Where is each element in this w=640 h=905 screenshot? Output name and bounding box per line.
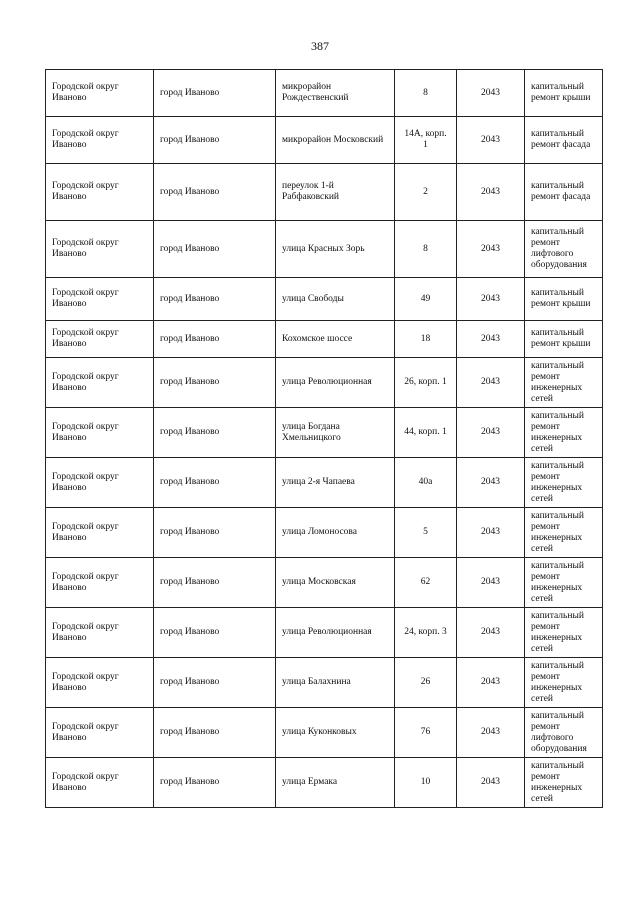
cell-house: 24, корп. 3 <box>395 608 457 658</box>
cell-year: 2043 <box>457 358 525 408</box>
table-row <box>46 608 603 658</box>
table-row <box>46 221 603 278</box>
cell-house: 8 <box>395 221 457 278</box>
table-row <box>46 708 603 758</box>
cell-street: переулок 1-й Рабфаковский <box>276 164 395 221</box>
cell-house: 44, корп. 1 <box>395 408 457 458</box>
cell-work: капитальный ремонт крыши <box>525 278 603 321</box>
cell-street: улица Куконковых <box>276 708 395 758</box>
cell-city: город Иваново <box>154 70 276 117</box>
table-row <box>46 70 603 117</box>
table-row <box>46 658 603 708</box>
cell-year: 2043 <box>457 117 525 164</box>
cell-work: капитальный ремонт фасада <box>525 164 603 221</box>
cell-house: 40а <box>395 458 457 508</box>
page-number: 387 <box>311 39 329 53</box>
cell-house: 8 <box>395 70 457 117</box>
cell-house: 76 <box>395 708 457 758</box>
cell-city: город Иваново <box>154 408 276 458</box>
cell-year: 2043 <box>457 221 525 278</box>
cell-house: 5 <box>395 508 457 558</box>
cell-street: улица Революционная <box>276 358 395 408</box>
cell-street: микрорайон Рождественский <box>276 70 395 117</box>
cell-street: улица Свободы <box>276 278 395 321</box>
cell-okrug: Городской округ Иваново <box>46 558 154 608</box>
cell-okrug: Городской округ Иваново <box>46 758 154 808</box>
cell-city: город Иваново <box>154 708 276 758</box>
cell-work: капитальный ремонт лифтового оборудования <box>525 708 603 758</box>
cell-city: город Иваново <box>154 358 276 408</box>
table-row <box>46 508 603 558</box>
cell-city: город Иваново <box>154 164 276 221</box>
cell-city: город Иваново <box>154 508 276 558</box>
table-row <box>46 408 603 458</box>
cell-city: город Иваново <box>154 117 276 164</box>
cell-city: город Иваново <box>154 758 276 808</box>
cell-street: микрорайон Московский <box>276 117 395 164</box>
cell-city: город Иваново <box>154 558 276 608</box>
cell-street: улица Ломоносова <box>276 508 395 558</box>
cell-year: 2043 <box>457 164 525 221</box>
cell-work: капитальный ремонт инженерных сетей <box>525 458 603 508</box>
table-row <box>46 117 603 164</box>
table-row <box>46 164 603 221</box>
cell-okrug: Городской округ Иваново <box>46 508 154 558</box>
cell-city: город Иваново <box>154 658 276 708</box>
cell-year: 2043 <box>457 278 525 321</box>
cell-okrug: Городской округ Иваново <box>46 408 154 458</box>
cell-okrug: Городской округ Иваново <box>46 458 154 508</box>
cell-year: 2043 <box>457 458 525 508</box>
cell-house: 2 <box>395 164 457 221</box>
cell-year: 2043 <box>457 70 525 117</box>
table-body <box>46 70 603 808</box>
cell-work: капитальный ремонт лифтового оборудования <box>525 221 603 278</box>
cell-okrug: Городской округ Иваново <box>46 321 154 358</box>
cell-city: город Иваново <box>154 458 276 508</box>
table-row <box>46 278 603 321</box>
cell-okrug: Городской округ Иваново <box>46 164 154 221</box>
table-row <box>46 758 603 808</box>
cell-okrug: Городской округ Иваново <box>46 708 154 758</box>
cell-year: 2043 <box>457 758 525 808</box>
table-row <box>46 358 603 408</box>
cell-okrug: Городской округ Иваново <box>46 608 154 658</box>
cell-work: капитальный ремонт инженерных сетей <box>525 408 603 458</box>
cell-house: 62 <box>395 558 457 608</box>
cell-work: капитальный ремонт инженерных сетей <box>525 658 603 708</box>
cell-year: 2043 <box>457 658 525 708</box>
cell-street: улица 2-я Чапаева <box>276 458 395 508</box>
cell-street: улица Красных Зорь <box>276 221 395 278</box>
cell-year: 2043 <box>457 558 525 608</box>
cell-city: город Иваново <box>154 321 276 358</box>
table-row <box>46 321 603 358</box>
cell-street: улица Революционная <box>276 608 395 658</box>
cell-house: 14А, корп. 1 <box>395 117 457 164</box>
cell-okrug: Городской округ Иваново <box>46 658 154 708</box>
cell-year: 2043 <box>457 408 525 458</box>
cell-street: улица Богдана Хмельницкого <box>276 408 395 458</box>
cell-house: 18 <box>395 321 457 358</box>
cell-work: капитальный ремонт инженерных сетей <box>525 758 603 808</box>
cell-house: 26, корп. 1 <box>395 358 457 408</box>
cell-street: улица Балахнина <box>276 658 395 708</box>
cell-year: 2043 <box>457 608 525 658</box>
repair-schedule-table <box>45 69 603 808</box>
cell-year: 2043 <box>457 708 525 758</box>
cell-house: 10 <box>395 758 457 808</box>
cell-city: город Иваново <box>154 221 276 278</box>
cell-work: капитальный ремонт фасада <box>525 117 603 164</box>
cell-street: улица Ермака <box>276 758 395 808</box>
cell-year: 2043 <box>457 508 525 558</box>
cell-house: 49 <box>395 278 457 321</box>
cell-street: улица Московская <box>276 558 395 608</box>
cell-okrug: Городской округ Иваново <box>46 278 154 321</box>
cell-okrug: Городской округ Иваново <box>46 358 154 408</box>
cell-year: 2043 <box>457 321 525 358</box>
cell-work: капитальный ремонт крыши <box>525 70 603 117</box>
cell-okrug: Городской округ Иваново <box>46 221 154 278</box>
cell-work: капитальный ремонт инженерных сетей <box>525 558 603 608</box>
cell-work: капитальный ремонт инженерных сетей <box>525 508 603 558</box>
table-row <box>46 458 603 508</box>
cell-okrug: Городской округ Иваново <box>46 70 154 117</box>
cell-city: город Иваново <box>154 278 276 321</box>
cell-house: 26 <box>395 658 457 708</box>
cell-city: город Иваново <box>154 608 276 658</box>
cell-work: капитальный ремонт крыши <box>525 321 603 358</box>
cell-work: капитальный ремонт инженерных сетей <box>525 358 603 408</box>
cell-street: Кохомское шоссе <box>276 321 395 358</box>
cell-okrug: Городской округ Иваново <box>46 117 154 164</box>
cell-work: капитальный ремонт инженерных сетей <box>525 608 603 658</box>
table-row <box>46 558 603 608</box>
